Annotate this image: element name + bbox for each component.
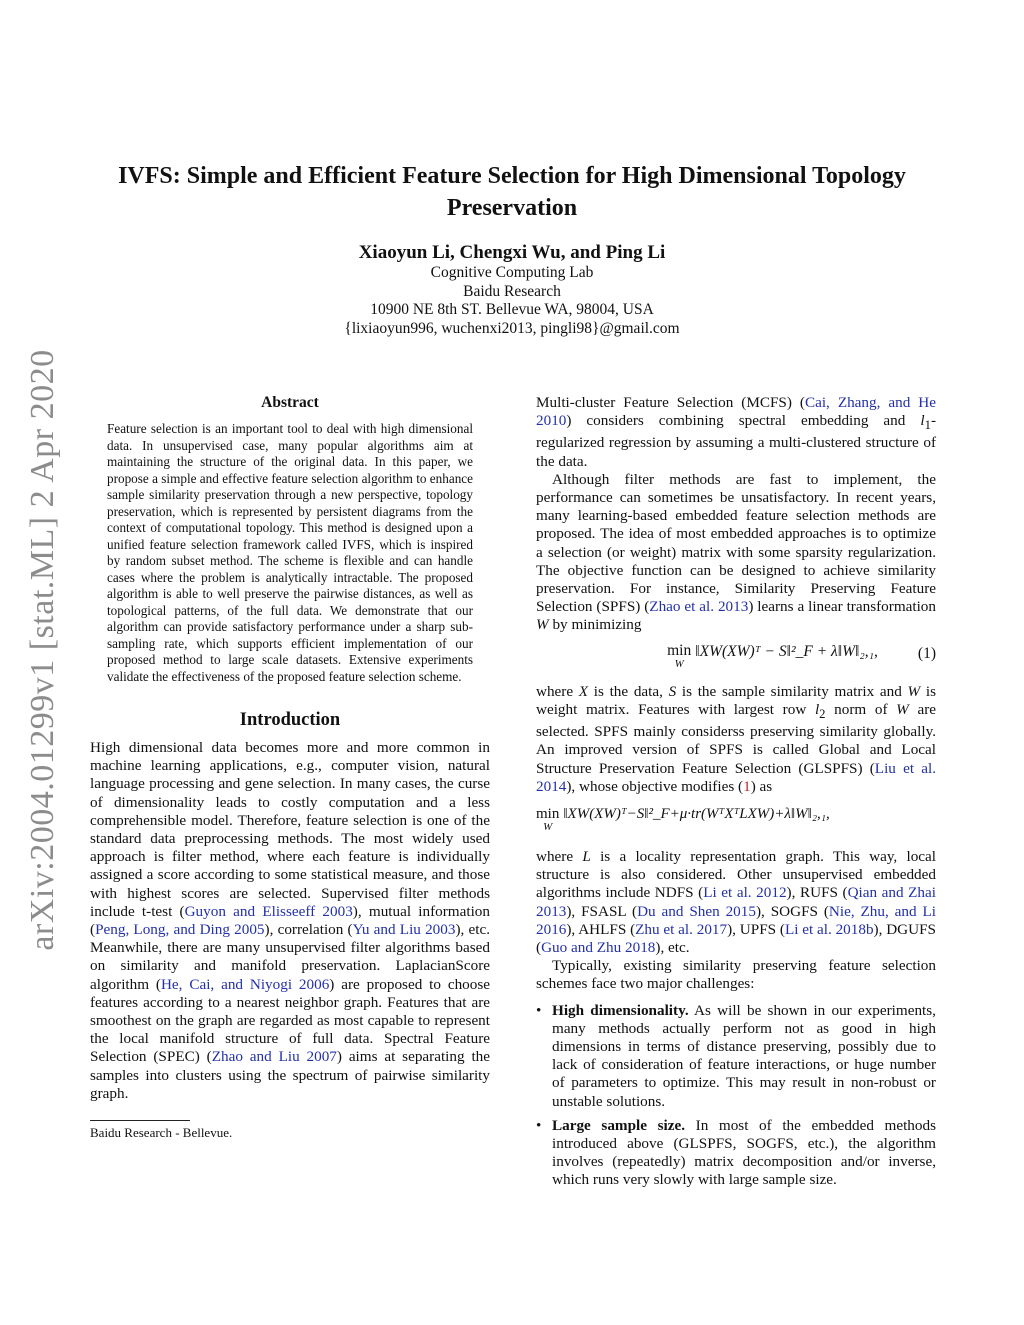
affiliation-lab: Cognitive Computing Lab: [430, 264, 594, 281]
glspfs-paragraph: where L is a locality representation graph. This way, local structure is also considered. Other unsupervised embedded algorithms include NDFS (Li et al. 2012), RUFS (Qian and Zhai 2013), FSASL (Du and Shen 2015), SOGFS (Nie, Zhu, and Li 2016), AHLFS (Zhu et al. 2017), UPFS (Li et al. 2018b), DGUFS (Guo and Zhu 2018), etc.: [536, 847, 936, 956]
equation-number: (1): [917, 644, 936, 662]
citation-link[interactable]: Zhao and Liu 2007: [211, 1048, 337, 1066]
citation-link[interactable]: He, Cai, and Niyogi 2006: [160, 975, 330, 993]
paper-title: [100, 160, 924, 224]
citation-link[interactable]: Yu and Liu 2003: [352, 921, 456, 939]
equation-1: [536, 643, 936, 677]
affiliation-address: 10900 NE 8th ST. Bellevue WA, 98004, USA: [370, 301, 654, 318]
citation-link[interactable]: Li et al. 2018b: [784, 920, 874, 938]
bullet-icon: •: [536, 1116, 542, 1134]
citation-link[interactable]: Guo and Zhu 2018: [541, 938, 656, 956]
affiliation-block: [200, 264, 824, 338]
equation-reference-link[interactable]: 1: [743, 777, 751, 795]
citation-link[interactable]: Du and Shen 2015: [637, 902, 756, 920]
bullet-icon: •: [536, 1001, 542, 1019]
citation-link[interactable]: Qian and Zhai 2013: [536, 884, 936, 920]
citation-link[interactable]: Li et al. 2012: [703, 884, 787, 902]
arxiv-identifier-stamp: arXiv:2004.01299v1 [stat.ML] 2 Apr 2020: [24, 349, 61, 951]
spfs-paragraph: where X is the data, S is the sample similarity matrix and W is weight matrix. Features with largest row $l_2$ norm of W are selected. SPFS mainly considerss preserving similarity globally. An improved version of SPFS is called Global and Local Structure Preservation Feature Selection (GLSPFS) (Liu et al. 2014), whose objective modifies (1) as: [536, 682, 936, 795]
title-line-1: IVFS: Simple and Efficient Feature Selection for High Dimensional Topology: [118, 163, 906, 189]
citation-link[interactable]: Liu et al. 2014: [536, 759, 936, 795]
affiliation-emails: {lixiaoyun996, wuchenxi2013, pingli98}@gmail.com: [344, 319, 680, 337]
abstract-text: Feature selection is an important tool to deal with high dimensional data. In unsupervised case, many popular algorithms aim at maintaining the structure of the original data. In this paper, we propose a simple and effective feature selection algorithm to enhance sample similarity preservation through a new perspective, topology preservation, which is represented by persistent diagrams from the context of computational topology. This method is designed upon a unified feature selection framework called IVFS, which is inspired by random subset method. The scheme is flexible and can handle cases where the problem is analytically intractable. The proposed algorithm is able to well preserve the pairwise distances, as well as topological patterns, of the full data. We demonstrate that our algorithm can provide satisfactory performance under a sharp sub-sampling rate, which supports efficient implementation of our proposed method to large scale datasets. Extensive experiments validate the effectiveness of the proposed feature selection scheme.: [107, 421, 473, 684]
list-item: • High dimensionality. As will be shown in our experiments, many methods actually perform not as good in high dimensions in terms of distance preserving, possibly due to lack of consideration of feature interactions, or huge number of parameters to optimize. This may result in non-robust or unstable solutions.: [536, 1001, 936, 1110]
equation-1-body: ‖XW(XW)ᵀ − S‖²_F + λ‖W‖₂,₁,: [695, 642, 878, 660]
citation-link[interactable]: Nie, Zhu, and Li 2016: [536, 902, 936, 938]
equation-2: [536, 806, 936, 838]
embedded-methods-paragraph: Although filter methods are fast to implement, the performance can sometimes be unsatisfactory. In recent years, many learning-based embedded feature selection methods are proposed. The idea of most embedded approaches is to optimize a selection (or weight) matrix with some sparsity regularization. The objective function can be designed to achieve similarity preservation. For instance, Similarity Preserving Feature Selection (SPFS) (Zhao et al. 2013) learns a linear transformation W by minimizing: [536, 470, 936, 634]
affiliation-org: Baidu Research: [463, 282, 561, 300]
equation-2-body: ‖XW(XW)ᵀ−S‖²_F+μ·tr(WᵀXᵀLXW)+λ‖W‖₂,₁,: [563, 805, 830, 822]
citation-link[interactable]: Cai, Zhang, and He 2010: [536, 394, 936, 430]
min-operator: min W: [536, 805, 560, 833]
footnote-divider: [90, 1120, 190, 1121]
left-column: [90, 394, 490, 1141]
author-list: Xiaoyun Li, Chengxi Wu, and Ping Li: [358, 242, 666, 263]
title-line-2: Preservation: [446, 195, 578, 221]
citation-link[interactable]: Zhu et al. 2017: [635, 920, 728, 938]
challenges-paragraph: Typically, existing similarity preserving feature selection schemes face two major challenges:: [536, 957, 936, 993]
min-operator: min W: [667, 641, 692, 670]
introduction-heading: Introduction: [239, 710, 341, 730]
challenges-list: [536, 1002, 936, 1190]
mcfs-paragraph: Multi-cluster Feature Selection (MCFS) (Cai, Zhang, and He 2010) considers combining spectral embedding and $l_1$-regularized regression by assuming a multi-clustered structure of the data.: [536, 394, 936, 470]
right-column: [536, 394, 936, 1196]
list-item: • Large sample size. In most of the embedded methods introduced above (GLSPFS, SOGFS, etc.), the algorithm involves (repeatedly) matrix decomposition and/or inverse, which runs very slowly with large sample size.: [536, 1116, 936, 1189]
citation-link[interactable]: Peng, Long, and Ding 2005: [95, 921, 265, 939]
footnote: Baidu Research - Bellevue.: [90, 1125, 233, 1141]
citation-link[interactable]: Guyon and Elisseeff 2003: [184, 902, 353, 920]
abstract-heading: Abstract: [261, 394, 319, 411]
citation-link[interactable]: Zhao et al. 2013: [649, 598, 749, 616]
introduction-paragraph: High dimensional data becomes more and more common in machine learning applications, e.g., computer vision, natural language processing and gene selection. In many cases, the curse of dimensionality leads to costly computation and a less comprehensible model. Therefore, feature selection is one of the standard data preprocessing methods. The most widely used approach is filter method, where each feature is individually assigned a score according to some statistical measure, and those with highest scores are selected. Supervised filter methods include t-test (Guyon and Elisseeff 2003), mutual information (Peng, Long, and Ding 2005), correlation (Yu and Liu 2003), etc. Meanwhile, there are many unsupervised filter algorithms based on similarity and manifold preservation. LaplacianScore algorithm (He, Cai, and Niyogi 2006) are proposed to choose features according to a nearest neighbor graph. Features that are smoothest on the graph are regarded as most capable to represent the local manifold structure of full data. Spectral Feature Selection (SPEC) (Zhao and Liu 2007) aims at separating the samples into clusters using the spectrum of pairwise similarity graph.: [90, 739, 491, 1102]
